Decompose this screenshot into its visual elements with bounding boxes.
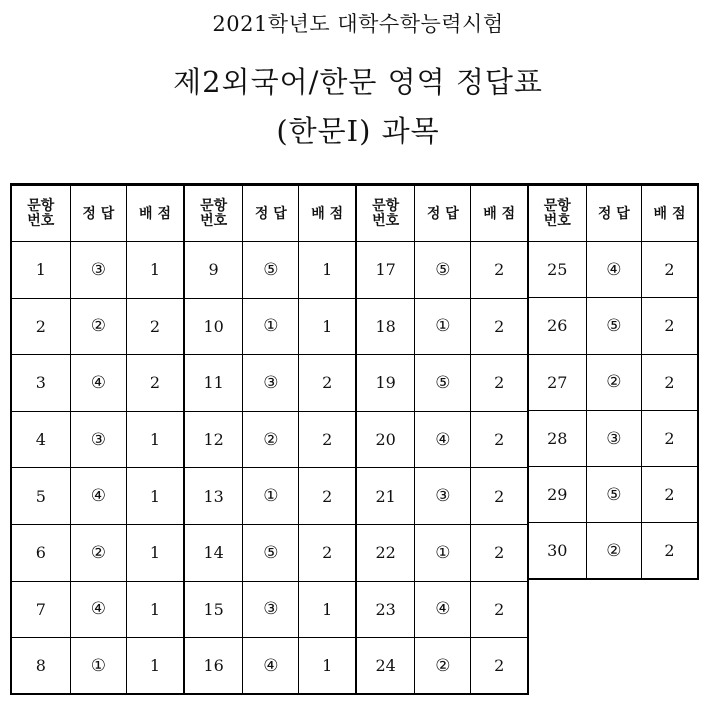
points-value: 2 <box>642 467 697 523</box>
table-row <box>185 298 355 355</box>
answer-table <box>357 185 527 693</box>
question-number: 24 <box>357 638 415 693</box>
points-value: 1 <box>127 581 183 638</box>
table-row <box>12 242 183 299</box>
answer-mark: ② <box>586 354 641 410</box>
points-value: 2 <box>471 524 527 581</box>
question-number: 26 <box>529 298 586 354</box>
answer-mark: ③ <box>243 581 299 638</box>
question-number: 27 <box>529 354 586 410</box>
table-row <box>185 524 355 581</box>
table-row <box>12 298 183 355</box>
answer-mark: ③ <box>243 355 299 412</box>
answer-block <box>183 183 357 695</box>
question-number: 6 <box>12 524 70 581</box>
points-value: 2 <box>642 354 697 410</box>
answer-mark: ① <box>243 468 299 525</box>
header-answer: 정 답 <box>243 186 299 242</box>
points-value: 1 <box>127 242 183 299</box>
header-points: 배 점 <box>471 186 527 242</box>
points-value: 2 <box>299 411 355 468</box>
question-number: 25 <box>529 242 586 298</box>
answer-mark: ⑤ <box>415 355 471 412</box>
answer-table <box>185 185 355 693</box>
question-number: 20 <box>357 411 415 468</box>
table-row <box>185 242 355 299</box>
points-value: 1 <box>299 298 355 355</box>
question-number: 22 <box>357 524 415 581</box>
points-value: 1 <box>127 411 183 468</box>
header-answer: 정 답 <box>70 186 126 242</box>
page-title: 제2외국어/한문 영역 정답표 <box>173 65 543 99</box>
table-row <box>12 524 183 581</box>
answer-mark: ④ <box>70 581 126 638</box>
question-number: 18 <box>357 298 415 355</box>
question-number: 30 <box>529 523 586 578</box>
subject-subtitle: (한문Ⅰ) 과목 <box>276 114 440 148</box>
answer-mark: ⑤ <box>243 524 299 581</box>
question-number: 16 <box>185 638 243 693</box>
question-number: 8 <box>12 638 70 693</box>
question-number: 19 <box>357 355 415 412</box>
answer-mark: ④ <box>415 581 471 638</box>
answer-mark: ② <box>243 411 299 468</box>
table-row <box>529 410 697 466</box>
table-row <box>357 411 527 468</box>
points-value: 2 <box>471 242 527 299</box>
answer-mark: ⑤ <box>243 242 299 299</box>
table-row <box>12 638 183 693</box>
points-value: 1 <box>127 468 183 525</box>
answer-mark: ① <box>243 298 299 355</box>
points-value: 2 <box>471 468 527 525</box>
table-row <box>185 355 355 412</box>
points-value: 1 <box>127 638 183 693</box>
header-question-number: 문항 번호 <box>185 186 243 242</box>
answer-mark: ② <box>70 524 126 581</box>
points-value: 2 <box>299 468 355 525</box>
answer-mark: ⑤ <box>586 298 641 354</box>
question-number: 10 <box>185 298 243 355</box>
points-value: 2 <box>471 355 527 412</box>
question-number: 17 <box>357 242 415 299</box>
points-value: 2 <box>127 298 183 355</box>
answer-mark: ① <box>415 524 471 581</box>
table-row <box>357 581 527 638</box>
points-value: 2 <box>299 355 355 412</box>
table-row <box>357 638 527 693</box>
question-number: 14 <box>185 524 243 581</box>
header-points: 배 점 <box>127 186 183 242</box>
table-row <box>12 355 183 412</box>
table-header-row <box>12 186 183 242</box>
points-value: 2 <box>642 298 697 354</box>
answer-table <box>12 185 183 693</box>
answer-mark: ④ <box>243 638 299 693</box>
answer-mark: ② <box>415 638 471 693</box>
answer-mark: ④ <box>70 355 126 412</box>
answer-mark: ③ <box>586 410 641 466</box>
points-value: 2 <box>471 581 527 638</box>
table-row <box>12 468 183 525</box>
points-value: 2 <box>642 523 697 578</box>
table-header-row <box>357 186 527 242</box>
answer-mark: ⑤ <box>415 242 471 299</box>
question-number: 9 <box>185 242 243 299</box>
points-value: 2 <box>471 411 527 468</box>
header-question-number: 문항 번호 <box>529 186 586 242</box>
table-row <box>12 411 183 468</box>
points-value: 2 <box>471 298 527 355</box>
answer-mark: ③ <box>70 411 126 468</box>
header-answer: 정 답 <box>415 186 471 242</box>
question-number: 7 <box>12 581 70 638</box>
answer-mark: ③ <box>70 242 126 299</box>
table-row <box>357 468 527 525</box>
question-number: 1 <box>12 242 70 299</box>
answer-mark: ① <box>70 638 126 693</box>
header-points: 배 점 <box>299 186 355 242</box>
answer-table <box>529 185 697 578</box>
question-number: 11 <box>185 355 243 412</box>
answer-block <box>10 183 185 695</box>
answer-mark: ⑤ <box>586 467 641 523</box>
points-value: 2 <box>642 410 697 466</box>
points-value: 2 <box>127 355 183 412</box>
answer-mark: ④ <box>586 242 641 298</box>
table-row <box>357 524 527 581</box>
answer-mark: ② <box>586 523 641 578</box>
table-header-row <box>529 186 697 242</box>
answer-mark: ③ <box>415 468 471 525</box>
header-answer: 정 답 <box>586 186 641 242</box>
table-row <box>357 242 527 299</box>
points-value: 1 <box>299 581 355 638</box>
points-value: 1 <box>127 524 183 581</box>
points-value: 1 <box>299 242 355 299</box>
table-row <box>185 468 355 525</box>
question-number: 2 <box>12 298 70 355</box>
table-row <box>357 355 527 412</box>
table-row <box>185 581 355 638</box>
answer-block <box>355 183 529 695</box>
answer-mark: ④ <box>70 468 126 525</box>
answer-mark: ④ <box>415 411 471 468</box>
answer-mark: ② <box>70 298 126 355</box>
question-number: 23 <box>357 581 415 638</box>
table-header-row <box>185 186 355 242</box>
header-question-number: 문항 번호 <box>357 186 415 242</box>
header-question-number: 문항 번호 <box>12 186 70 242</box>
question-number: 4 <box>12 411 70 468</box>
question-number: 15 <box>185 581 243 638</box>
table-row <box>529 242 697 298</box>
answer-block <box>527 183 699 580</box>
question-number: 28 <box>529 410 586 466</box>
points-value: 2 <box>642 242 697 298</box>
question-number: 21 <box>357 468 415 525</box>
points-value: 2 <box>299 524 355 581</box>
table-row <box>529 467 697 523</box>
points-value: 2 <box>471 638 527 693</box>
question-number: 3 <box>12 355 70 412</box>
table-row <box>357 298 527 355</box>
table-row <box>529 298 697 354</box>
table-row <box>185 411 355 468</box>
question-number: 12 <box>185 411 243 468</box>
question-number: 29 <box>529 467 586 523</box>
table-row <box>529 354 697 410</box>
answer-mark: ① <box>415 298 471 355</box>
exam-title: 2021학년도 대학수학능력시험 <box>212 12 504 36</box>
table-row <box>529 523 697 578</box>
table-row <box>185 638 355 693</box>
table-row <box>12 581 183 638</box>
header-points: 배 점 <box>642 186 697 242</box>
question-number: 13 <box>185 468 243 525</box>
question-number: 5 <box>12 468 70 525</box>
points-value: 1 <box>299 638 355 693</box>
